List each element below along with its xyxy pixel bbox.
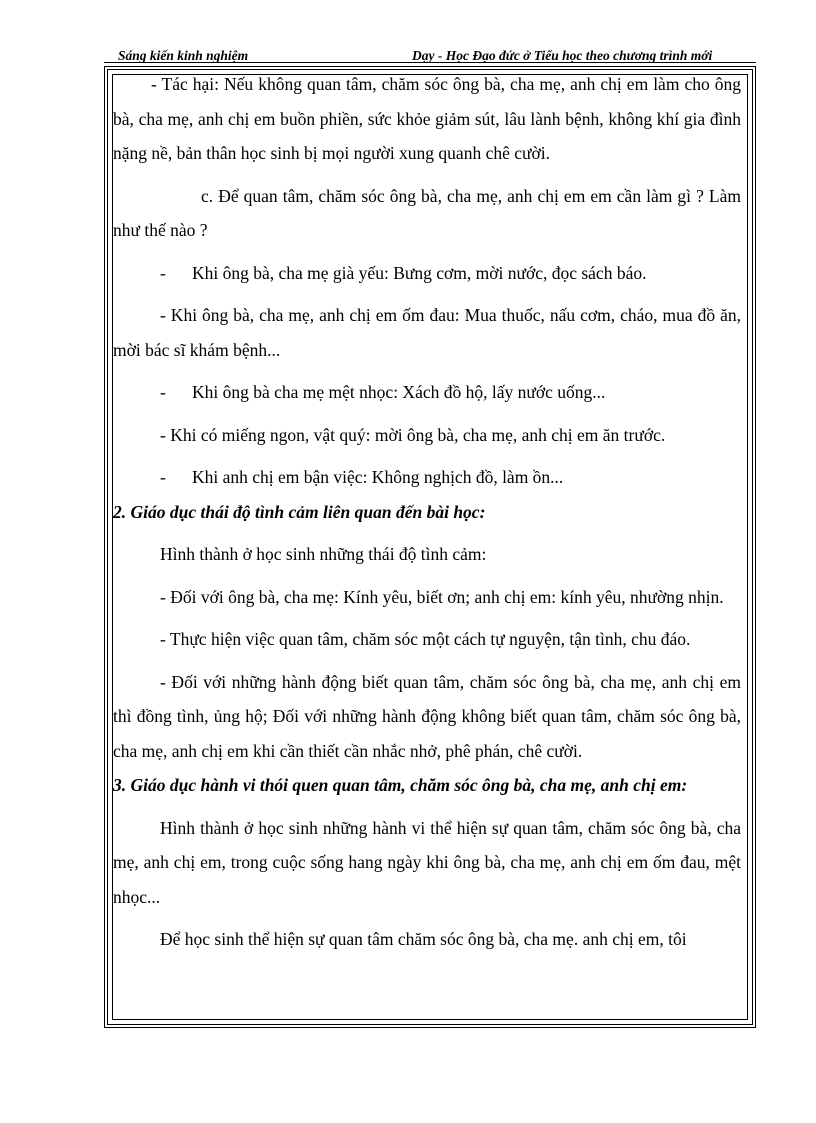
list-item-text: Khi ông bà cha mẹ mệt nhọc: Xách đồ hộ, lấy nước uống...: [192, 382, 606, 402]
paragraph: c. Để quan tâm, chăm sóc ông bà, cha mẹ, anh chị em em cần làm gì ? Làm như thế nào ?: [113, 185, 741, 240]
document-body: [113, 67, 741, 1017]
list-item-text: Khi anh chị em bận việc: Không nghịch đồ, làm ồn...: [192, 467, 564, 487]
dash-marker: -: [160, 382, 166, 402]
paragraph: Hình thành ở học sinh những thái độ tình cảm:: [160, 544, 487, 564]
paragraph: Để học sinh thể hiện sự quan tâm chăm sóc ông bà, cha mẹ. anh chị em, tôi: [160, 929, 687, 949]
paragraph: - Thực hiện việc quan tâm, chăm sóc một cách tự nguyện, tận tình, chu đáo.: [160, 629, 691, 649]
dash-marker: -: [160, 467, 166, 487]
list-item-text: Khi ông bà, cha mẹ già yếu: Bưng cơm, mời nước, đọc sách báo.: [192, 262, 647, 283]
list-item: [113, 375, 741, 410]
header-divider: [104, 62, 756, 63]
dash-marker: -: [160, 262, 166, 283]
list-item: [113, 460, 741, 495]
section-heading-3: 3. Giáo dục hành vi thói quen quan tâm, chăm sóc ông bà, cha mẹ, anh chị em:: [113, 775, 688, 795]
paragraph: Hình thành ở học sinh những hành vi thể hiện sự quan tâm, chăm sóc ông bà, cha mẹ, anh chị em, trong cuộc sống hang ngày khi ông bà, cha mẹ, anh chị em ốm đau, mệt nhọc...: [113, 817, 741, 907]
paragraph: - Đối với ông bà, cha mẹ: Kính yêu, biết ơn; anh chị em: kính yêu, nhường nhịn.: [160, 586, 724, 607]
list-item: [113, 256, 741, 291]
paragraph: - Tác hại: Nếu không quan tâm, chăm sóc ông bà, cha mẹ, anh chị em làm cho ông bà, cha mẹ, anh chị em buồn phiền, sức khỏe giảm sút, lâu lành bệnh, không khí gia đình nặng nề, bản thân học sinh bị mọi người xung quanh chê cười.: [113, 74, 741, 163]
paragraph: - Đối với những hành động biết quan tâm, chăm sóc ông bà, cha mẹ, anh chị em thì đồng tình, ủng hộ; Đối với những hành động không biết quan tâm, chăm sóc ông bà, cha mẹ, anh chị em khi cần thiết cần nhắc nhở, phê phán, chê cười.: [113, 671, 741, 761]
header-left: Sáng kiến kinh nghiệm: [118, 48, 249, 63]
paragraph: - Khi ông bà, cha mẹ, anh chị em ốm đau: Mua thuốc, nấu cơm, cháo, mua đồ ăn, mời bác sĩ khám bệnh...: [113, 305, 741, 360]
paragraph: - Khi có miếng ngon, vật quý: mời ông bà, cha mẹ, anh chị em ăn trước.: [160, 424, 666, 445]
section-heading-2: 2. Giáo dục thái độ tình cảm liên quan đến bài học:: [113, 501, 486, 522]
header-right: Dạy - Học Đạo đức ở Tiểu học theo chương trình mới: [412, 48, 713, 63]
